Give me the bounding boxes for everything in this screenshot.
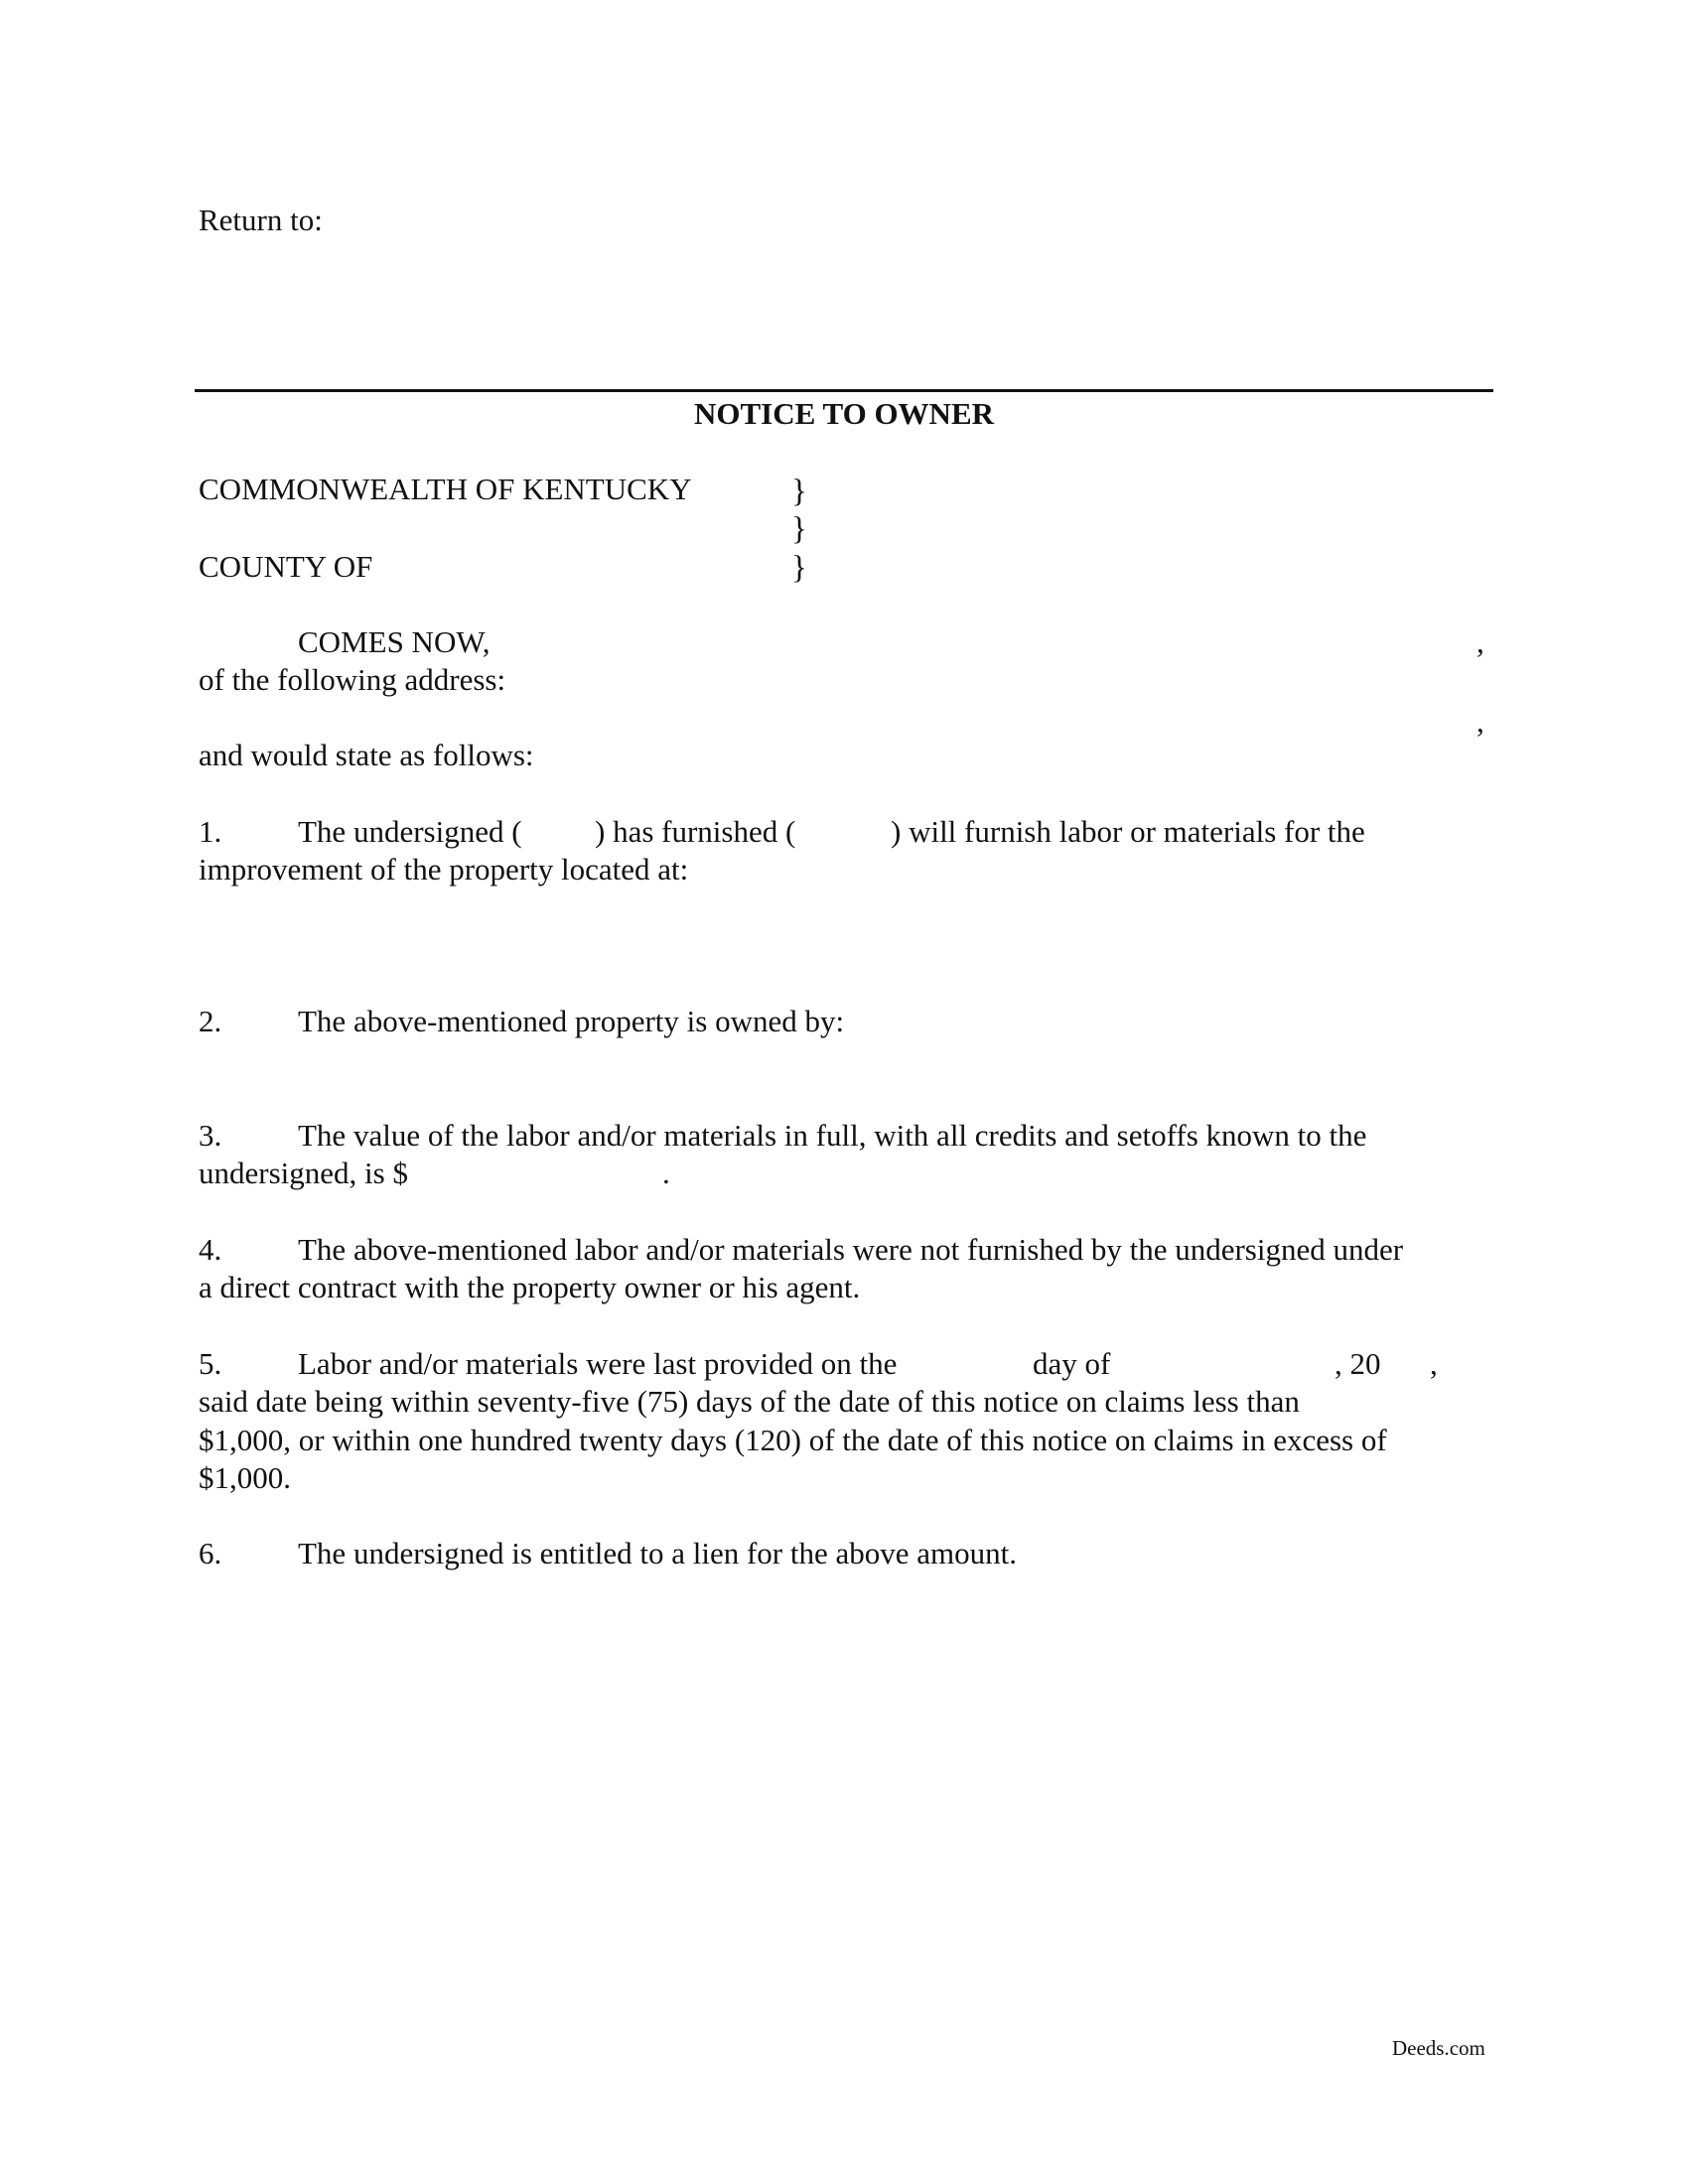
address-comma: , bbox=[1477, 704, 1484, 739]
item-1-part-c: ) will furnish labor or materials for the bbox=[891, 814, 1365, 849]
venue-brace-2: } bbox=[791, 511, 807, 547]
header-divider bbox=[195, 389, 1493, 392]
footer-brand: Deeds.com bbox=[1392, 2036, 1485, 2060]
item-5-line-3: $1,000, or within one hundred twenty days (120) of the date of this notice on claims in excess of bbox=[199, 1423, 1387, 1457]
item-1-line-2: improvement of the property located at: bbox=[199, 852, 689, 887]
comes-now-comma: , bbox=[1477, 624, 1484, 659]
item-3-line-2b: . bbox=[662, 1156, 670, 1190]
item-5-part-c: , 20 bbox=[1335, 1346, 1381, 1381]
item-5-part-b: day of bbox=[1033, 1346, 1111, 1381]
item-3-line-2a: undersigned, is $ bbox=[199, 1156, 408, 1190]
item-4-number: 4. bbox=[199, 1232, 222, 1267]
address-line: of the following address: bbox=[199, 662, 506, 697]
item-5-line-2: said date being within seventy-five (75) days of the date of this notice on claims less than bbox=[199, 1384, 1300, 1419]
document-title: NOTICE TO OWNER bbox=[693, 396, 995, 431]
venue-brace-1: } bbox=[791, 474, 807, 509]
comes-now-text: COMES NOW, bbox=[298, 624, 491, 659]
item-5-part-d: , bbox=[1430, 1346, 1438, 1381]
item-5-part-a: Labor and/or materials were last provided on the bbox=[298, 1346, 898, 1381]
item-4-line-1: The above-mentioned labor and/or materials were not furnished by the undersigned under bbox=[298, 1232, 1404, 1267]
venue-brace-3: } bbox=[791, 550, 807, 586]
item-5-line-4: $1,000. bbox=[199, 1460, 291, 1495]
item-1-number: 1. bbox=[199, 814, 222, 849]
state-as-follows: and would state as follows: bbox=[199, 738, 534, 772]
item-5-number: 5. bbox=[199, 1346, 222, 1381]
item-4-line-2: a direct contract with the property owner or his agent. bbox=[199, 1270, 861, 1304]
item-1-part-b: ) has furnished ( bbox=[595, 814, 796, 849]
item-6-line-1: The undersigned is entitled to a lien for the above amount. bbox=[298, 1536, 1017, 1570]
item-3-line-1: The value of the labor and/or materials in full, with all credits and setoffs known to the bbox=[298, 1118, 1367, 1153]
item-3-number: 3. bbox=[199, 1118, 222, 1153]
venue-state: COMMONWEALTH OF KENTUCKY bbox=[199, 472, 692, 506]
item-2-number: 2. bbox=[199, 1004, 222, 1038]
return-to-label: Return to: bbox=[199, 203, 323, 237]
venue-county: COUNTY OF bbox=[199, 549, 373, 584]
item-1-part-a: The undersigned ( bbox=[298, 814, 522, 849]
item-2-line-1: The above-mentioned property is owned by: bbox=[298, 1004, 845, 1038]
item-6-number: 6. bbox=[199, 1536, 222, 1570]
